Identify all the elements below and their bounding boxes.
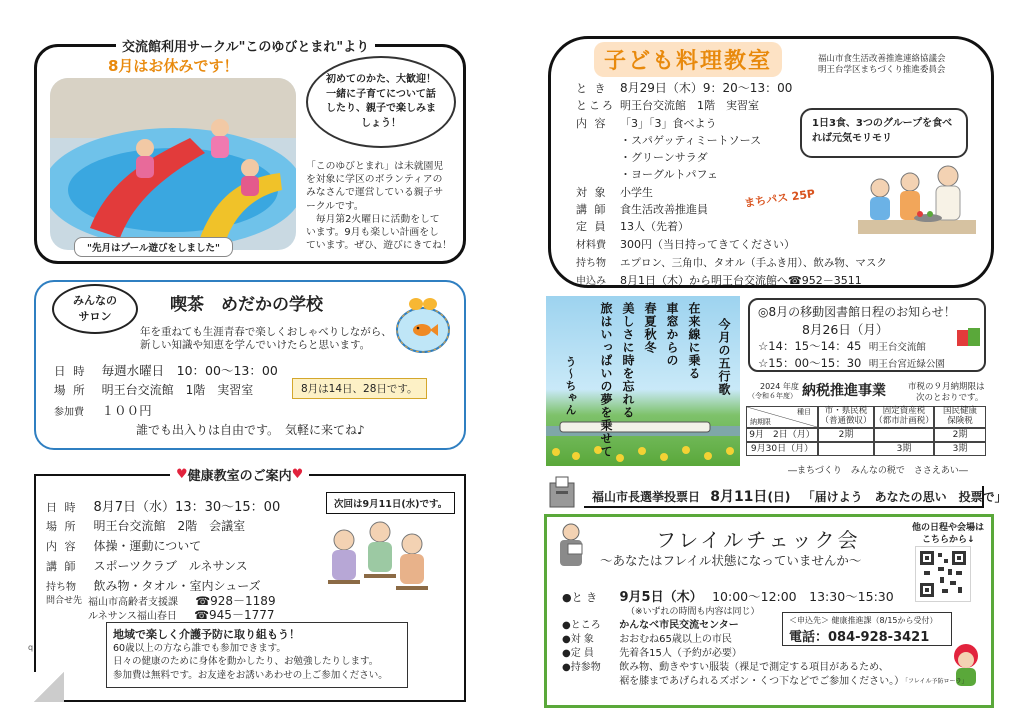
cooking-row <box>576 184 887 201</box>
cooking-row-value: 明王台交流館 1階 実習室 <box>620 99 759 113</box>
cooking-row-value: 「3」「3」食べよう <box>620 116 717 130</box>
tax-era: （令和６年度） <box>748 392 797 400</box>
health-row-value: 明王台交流館 2階 会議室 <box>93 519 246 533</box>
health-footer-box <box>106 622 408 688</box>
cooking-row-value: 食生活改善推進員 <box>620 203 708 217</box>
goldfish-icon <box>394 294 452 354</box>
frail-apply-box <box>782 612 952 646</box>
poem-line: 美しさに時を忘れる <box>621 302 635 419</box>
health-row <box>46 496 280 515</box>
cooking-row-label: 申込み <box>576 276 606 288</box>
poem-line: 春夏秋冬 <box>643 302 657 354</box>
cooking-row-value: ・グリーンサラダ <box>620 151 708 165</box>
frail-qr-note-2: こちらから↓ <box>922 535 975 545</box>
tax-row-date: 9月 2日（月） <box>746 428 818 442</box>
salon-row <box>54 401 152 419</box>
frail-row-label: ●ところ <box>562 620 601 631</box>
poem-title: 今月の五行歌 <box>717 318 731 396</box>
cooking-row <box>576 80 887 97</box>
desc-line: います。9月も楽しい計画をし <box>306 227 439 239</box>
health-row-value: 8月7日（水）13：30～15：00 <box>93 500 281 515</box>
page-number: q <box>28 643 34 652</box>
library-stop <box>758 355 945 371</box>
health-row-value: スポーツクラブ ルネサンス <box>93 559 248 573</box>
health-title-wrap <box>170 465 309 484</box>
salon-row <box>54 381 253 398</box>
frail-apply-tel: 電話：084-928-3421 <box>789 630 930 645</box>
poem-author: う～ちゃん <box>564 356 577 416</box>
salon-intro-2: 新しい知識や知恵を学んでいけたらと思います。 <box>140 339 371 351</box>
tax-col-label: 固定資産税 （都市計画税） <box>874 406 934 426</box>
cooking-org-1: 福山市食生活改善推進連絡協議会 <box>818 54 946 64</box>
heart-icon: ♥ <box>176 467 188 482</box>
desc-line: を対象に学区のボランティアの <box>306 174 443 186</box>
frail-row-label: ●持参物 <box>562 662 601 673</box>
salon-intro-1: 年を重ねても生涯青春で楽しくおしゃべりしながら、 <box>140 326 392 338</box>
tax-cell: 3期 <box>934 442 986 456</box>
desc-line: 「このゆびとまれ」は未就園児 <box>306 161 444 172</box>
election-text: 福山市長選挙投票日 <box>592 490 701 504</box>
cooking-row-value: ・ヨーグルトパフェ <box>620 168 718 182</box>
circle-header: 交流館利用サークル"このゆびとまれ"より <box>116 36 375 55</box>
health-row <box>46 517 245 534</box>
election-banner <box>584 486 1007 508</box>
tax-title: 納税推進事業 <box>802 383 886 399</box>
frail-row <box>562 658 889 673</box>
contact-tel: ☎928－1189 <box>195 594 276 608</box>
qr-code[interactable] <box>916 547 970 601</box>
frail-when <box>562 586 894 605</box>
tax-col <box>934 406 986 428</box>
library-date: 8月26日（月） <box>802 322 889 337</box>
tax-col-label: 市・県民税 （普通徴収） <box>820 406 872 426</box>
cooking-row <box>576 236 887 254</box>
desc-line: ークルです。 <box>306 200 364 212</box>
contact-name: 福山市高齢者支援課 <box>88 597 178 608</box>
library-stop <box>758 338 926 354</box>
tax-col-label: 国民健康 保険税 <box>942 406 977 426</box>
cooking-row <box>576 254 887 272</box>
health-footer-line: 日々の健康のために身体を動かしたり、お勉強したりします。 <box>113 656 379 668</box>
frail-when-note: （※いずれの時間も内容は同じ） <box>626 607 760 617</box>
seniors-illustration <box>322 518 432 612</box>
frail-row-value: 飲み物、動きやすい服装（裸足で測定する項目があるため、 <box>619 662 889 673</box>
frail-row-label: ●対 象 <box>562 634 594 645</box>
tax-header-top: 種目 <box>797 408 811 416</box>
library-stop-place: 明王台交流館 <box>868 342 926 353</box>
tax-cell <box>874 428 934 442</box>
poem-line: 車窓からの <box>665 302 679 367</box>
cooking-title: 子ども料理教室 <box>594 42 782 77</box>
frail-row-value: 裾を膝まであげられるズボン・くつ下などでご参加ください。） <box>619 676 905 687</box>
health-row <box>46 557 248 574</box>
salon-title: 喫茶 めだかの学校 <box>170 295 323 315</box>
tax-note-1: 市税の９月納期限は <box>908 382 985 392</box>
cooking-row-label: 講 師 <box>576 203 608 217</box>
health-row-label: 講 師 <box>46 560 78 573</box>
cooking-illustration <box>858 164 976 238</box>
election-date: 8月11日 <box>710 489 768 505</box>
health-row-value: 体操・運動について <box>93 539 202 553</box>
frail-row <box>562 630 732 645</box>
circle-desc <box>306 160 456 253</box>
frail-row-label: ●定 員 <box>562 648 594 659</box>
health-row-label: 持ち物 <box>46 582 76 593</box>
salon-closing: 誰でも出入りは自由です。 気軽に来てね♪ <box>136 423 365 437</box>
frail-row-label: ●と き <box>562 591 598 604</box>
health-row-label: 内 容 <box>46 540 78 553</box>
salon-row-label: 日 時 <box>54 364 87 378</box>
health-title: 健康教室のご案内 <box>187 469 292 484</box>
frail-row-value: 先着各15人（予約が必要） <box>619 648 742 659</box>
photo-caption: "先月はプール遊びをしました" <box>74 237 233 257</box>
mascot-label: まちパス 25P <box>743 187 816 210</box>
cooking-row-label: 定 員 <box>576 220 608 234</box>
election-day: (日) <box>767 490 791 504</box>
salon-tag <box>52 284 138 334</box>
tax-row-date: 9月30日（月） <box>746 442 818 456</box>
frail-row <box>562 644 742 659</box>
salon-row-label: 場 所 <box>54 383 87 397</box>
poem-line: 在来線に乗る <box>687 302 701 380</box>
contact-name: ルネサンス福山春日 <box>88 611 177 622</box>
ballot-box-icon <box>548 475 576 509</box>
health-footer-line: 60歳以上の方なら誰でも参加できます。 <box>113 643 286 654</box>
salon-row-label: 参加費 <box>54 407 84 418</box>
circle-bubble-text: 初めてのかた、大歓迎！一緒に子育てについて話したり、親子で楽しみましょう！ <box>326 74 436 129</box>
cooking-row-value: 小学生 <box>620 185 653 199</box>
desc-line: 毎月第2火曜日に活動をして <box>306 213 440 225</box>
library-stop-time: ☆15：00～15：30 <box>758 356 862 370</box>
cooking-row-value: エプロン、三角巾、タオル（手ふき用）、飲み物、マスク <box>620 256 887 269</box>
frail-subtitle: ～あなたはフレイル状態になっていませんか～ <box>600 553 862 568</box>
cooking-row-label: ところ <box>576 99 615 113</box>
tax-cell: 3期 <box>874 442 934 456</box>
frail-row-value: かんなべ市民交流センター <box>619 620 739 631</box>
tax-col <box>818 406 874 428</box>
tax-header-corner <box>746 406 818 428</box>
library-title: ◎8月の移動図書館日程のお知らせ！ <box>758 305 956 319</box>
cooking-row-value: 300円（当日持ってきてください） <box>620 237 795 251</box>
health-row-label: 場 所 <box>46 520 78 533</box>
cooking-row <box>576 218 887 235</box>
salon-tag-text: みんなの サロン <box>73 294 117 323</box>
tax-col <box>874 406 934 428</box>
tax-table <box>746 406 986 458</box>
library-stop-time: ☆14：15～14：45 <box>758 339 862 353</box>
desc-line: みなさんで運営している親子サ <box>306 187 444 199</box>
books-icon <box>956 326 982 348</box>
cooking-row-label: 対 象 <box>576 185 608 199</box>
salon-note: 8月は14日、28日です。 <box>292 378 427 399</box>
frail-apply-label: ＜申込先＞ 健康推進課（8/15から受付） <box>789 616 938 625</box>
cooking-row-value: 8月29日（木）9：20～13：00 <box>620 81 793 95</box>
frail-title: フレイルチェック会 <box>656 528 861 552</box>
frail-qr-note-1: 他の日程や会場は <box>912 523 985 533</box>
tax-cell: 2期 <box>818 428 874 442</box>
health-row-value: 飲み物・タオル・室内シューズ <box>93 579 261 593</box>
desc-line: ています。ぜひ、遊びにきてね！ <box>306 240 452 252</box>
frail-row-value: おおむね65歳以上の市民 <box>619 634 732 645</box>
cooking-bubble-text: 1日3食、3つのグループを食べれば元気モリモリ <box>812 118 953 144</box>
circle-closed: 8月はお休みです！ <box>108 57 239 75</box>
health-contact-2 <box>88 606 275 623</box>
poem-line: 旅はいっぱいの夢を乗せて <box>599 302 613 458</box>
salon-row-value: 毎週水曜日 10：00～13：00 <box>101 363 278 378</box>
contact-tel: ☎945－1777 <box>194 608 275 622</box>
health-contact-label: 問合せ先 <box>46 596 83 606</box>
page-curl <box>34 672 64 702</box>
cooking-row-value: 13人（先着） <box>620 220 689 234</box>
tax-header-bottom: 納期限 <box>750 417 771 426</box>
election-slogan: 「届けよう あなたの思い 投票で」 <box>802 490 1007 504</box>
salon-row-value: 明王台交流館 1階 実習室 <box>101 383 254 397</box>
salon-row <box>54 361 278 379</box>
poem-flowers <box>546 420 740 466</box>
frail-when-date: 9月5日（木） <box>619 590 703 605</box>
cooking-row-label: 内 容 <box>576 116 608 130</box>
circle-bubble <box>306 56 456 148</box>
tax-year: 2024 年度 <box>760 382 799 391</box>
cooking-row-label: と き <box>576 82 608 95</box>
health-row <box>46 537 201 554</box>
tax-footer: ―まちづくり みんなの税で ささえあい― <box>788 466 968 476</box>
health-row-label: 日 時 <box>46 501 78 514</box>
cooking-row-value: ・スパゲッティミートソース <box>620 133 762 147</box>
library-stop-place: 明王台宮近緑公園 <box>868 359 945 370</box>
cooking-org-2: 明王台学区まちづくり推進委員会 <box>818 65 946 75</box>
cooking-bubble <box>800 108 968 158</box>
presenter-icon <box>554 522 588 568</box>
tax-note-2: 次のとおりです。 <box>916 393 984 403</box>
heart-icon: ♥ <box>291 467 304 482</box>
frail-row <box>562 672 904 687</box>
salon-row-value: １００円 <box>101 403 152 418</box>
health-next: 次回は9月11日(水)です。 <box>326 492 455 514</box>
cooking-row <box>576 272 887 290</box>
cooking-row-label: 材料費 <box>576 239 606 251</box>
pool-photo <box>50 78 296 250</box>
frail-mascot-label: 「フレイル予防ローラ」 <box>902 678 968 685</box>
cooking-row <box>576 166 887 183</box>
frail-when-time: 10:00～12:00 13:30～15:30 <box>712 589 894 604</box>
tax-cell: 2期 <box>934 428 986 442</box>
health-footer-title: 地域で楽しく介護予防に取り組もう！ <box>113 628 300 641</box>
cooking-row-value: 8月1日（木）から明王台交流館へ☎952－3511 <box>620 274 862 288</box>
tax-cell <box>818 442 874 456</box>
cooking-row-label: 持ち物 <box>576 257 606 269</box>
frail-row <box>562 616 739 631</box>
health-footer-line: 参加費は無料です。お友達をお誘いあわせの上ご参加ください。 <box>113 669 388 681</box>
cooking-row <box>576 201 887 218</box>
